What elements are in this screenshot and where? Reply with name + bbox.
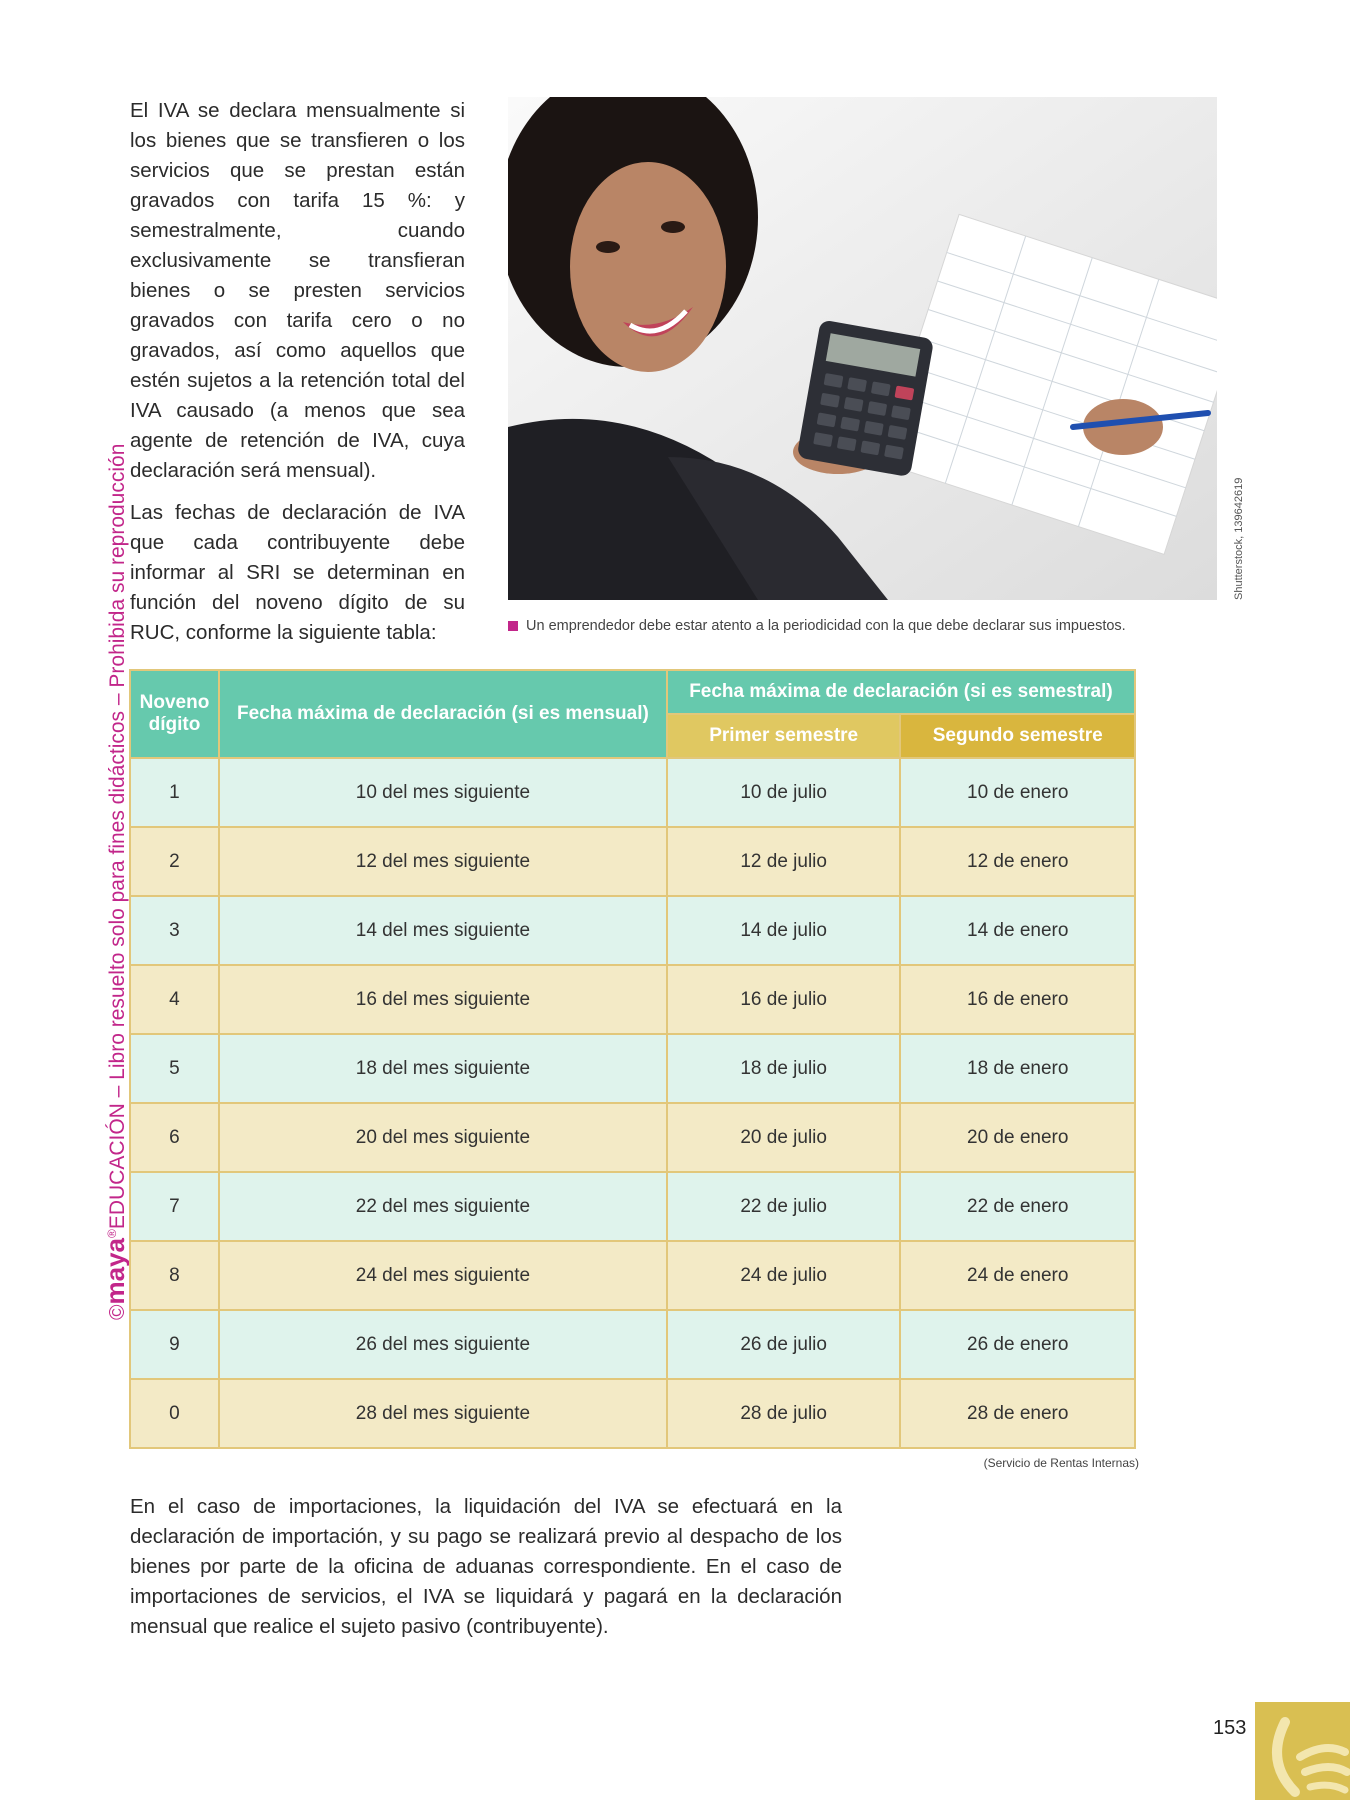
cell-digit: 2 (130, 827, 219, 896)
businesswoman-photo (508, 97, 1217, 600)
cell-monthly: 16 del mes siguiente (219, 965, 667, 1034)
table-row (130, 896, 1135, 965)
corner-decoration (1255, 1702, 1350, 1800)
page-number: 153 (1213, 1717, 1247, 1739)
cell-first: 24 de julio (667, 1241, 901, 1310)
cell-first: 14 de julio (667, 896, 901, 965)
caption-text: Un emprendedor debe estar atento a la periodicidad con la que debe declarar sus impuestos. (526, 618, 1126, 634)
iva-declaration-table (129, 669, 1136, 1449)
table-row (130, 758, 1135, 827)
header-semester: Fecha máxima de declaración (si es semestral) (667, 670, 1135, 714)
header-second-semester: Segundo semestre (900, 714, 1135, 758)
table-row (130, 1172, 1135, 1241)
cell-monthly: 14 del mes siguiente (219, 896, 667, 965)
header-first-semester: Primer semestre (667, 714, 901, 758)
table-row (130, 1241, 1135, 1310)
registered-mark: ® (105, 1229, 119, 1239)
closing-paragraph: En el caso de importaciones, la liquidación del IVA se efectuará en la declaración de importación, y su pago se realizará previo al despacho de los bienes por parte de la oficina de aduanas correspondiente. En el caso de importaciones de servicios, el IVA se liquidará y pagará en la declaración mensual que realice el sujeto pasivo (contribuyente). (130, 1495, 842, 1638)
header-monthly: Fecha máxima de declaración (si es mensual) (219, 670, 667, 758)
cell-second: 12 de enero (900, 827, 1135, 896)
maya-logo: maya (100, 1238, 130, 1305)
table-row (130, 1103, 1135, 1172)
cell-digit: 6 (130, 1103, 219, 1172)
table-row (130, 965, 1135, 1034)
intro-paragraph-2: Las fechas de declaración de IVA que cada contribuyente debe informar al SRI se determinan en función del noveno dígito de su RUC, conforme la siguiente tabla: (130, 501, 465, 644)
caption-bullet-icon (508, 621, 518, 631)
cell-monthly: 28 del mes siguiente (219, 1379, 667, 1448)
cell-monthly: 26 del mes siguiente (219, 1310, 667, 1379)
corner-hand-icon (1255, 1702, 1350, 1800)
cell-second: 20 de enero (900, 1103, 1135, 1172)
table-row (130, 1310, 1135, 1379)
cell-second: 14 de enero (900, 896, 1135, 965)
cell-digit: 0 (130, 1379, 219, 1448)
cell-monthly: 18 del mes siguiente (219, 1034, 667, 1103)
cell-monthly: 12 del mes siguiente (219, 827, 667, 896)
cell-first: 10 de julio (667, 758, 901, 827)
table-row (130, 1034, 1135, 1103)
copyright-symbol: © (106, 1304, 129, 1320)
cell-first: 26 de julio (667, 1310, 901, 1379)
cell-monthly: 20 del mes siguiente (219, 1103, 667, 1172)
cell-digit: 7 (130, 1172, 219, 1241)
cell-digit: 3 (130, 896, 219, 965)
cell-digit: 5 (130, 1034, 219, 1103)
table-row (130, 827, 1135, 896)
cell-digit: 8 (130, 1241, 219, 1310)
photo-credit: Shutterstock, 139642619 (1233, 477, 1245, 600)
banner-text: EDUCACIÓN – Libro resuelto solo para fines didácticos – Prohibida su reproducción (106, 443, 129, 1230)
cell-first: 12 de julio (667, 827, 901, 896)
table-row (130, 1379, 1135, 1448)
cell-first: 16 de julio (667, 965, 901, 1034)
cell-first: 28 de julio (667, 1379, 901, 1448)
cell-second: 18 de enero (900, 1034, 1135, 1103)
cell-first: 22 de julio (667, 1172, 901, 1241)
header-digit: Noveno dígito (130, 670, 219, 758)
table-source: (Servicio de Rentas Internas) (983, 1456, 1139, 1470)
cell-second: 10 de enero (900, 758, 1135, 827)
cell-digit: 4 (130, 965, 219, 1034)
cell-second: 26 de enero (900, 1310, 1135, 1379)
intro-paragraph-1: El IVA se declara mensualmente si los bienes que se transfieren o los servicios que se prestan están gravados con tarifa 15 %: y semestralmente, cuando exclusivamente se transfieran bienes o se presten servicios gravados con tarifa cero o no gravados, así como aquellos que estén sujetos a la retención total del IVA causado (a menos que sea agente de retención de IVA, cuya declaración será mensual). (130, 99, 465, 482)
cell-second: 24 de enero (900, 1241, 1135, 1310)
cell-digit: 9 (130, 1310, 219, 1379)
cell-second: 22 de enero (900, 1172, 1135, 1241)
cell-monthly: 10 del mes siguiente (219, 758, 667, 827)
cell-first: 18 de julio (667, 1034, 901, 1103)
cell-first: 20 de julio (667, 1103, 901, 1172)
cell-second: 28 de enero (900, 1379, 1135, 1448)
intro-text-column (130, 96, 465, 660)
cell-monthly: 22 del mes siguiente (219, 1172, 667, 1241)
cell-second: 16 de enero (900, 965, 1135, 1034)
side-copyright-banner (100, 444, 131, 1320)
photo-caption (508, 618, 1126, 634)
cell-digit: 1 (130, 758, 219, 827)
photo-illustration (508, 97, 1217, 600)
cell-monthly: 24 del mes siguiente (219, 1241, 667, 1310)
